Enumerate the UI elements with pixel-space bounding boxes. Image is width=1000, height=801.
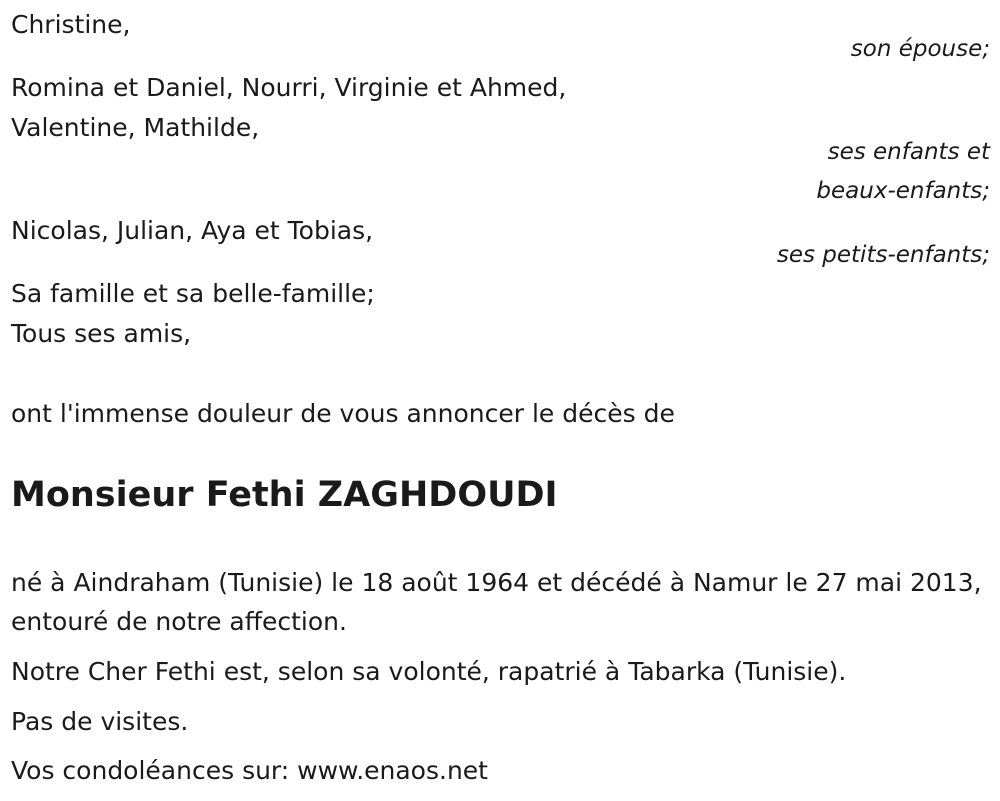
spouse-role: son épouse; — [850, 36, 990, 62]
visits-paragraph: Pas de visites. — [11, 707, 189, 736]
condolences-paragraph: Vos condoléances sur: www.enaos.net — [11, 756, 488, 785]
intro-line: ont l'immense douleur de vous annoncer le décès de — [11, 399, 675, 428]
friends-line: Tous ses amis, — [11, 319, 192, 348]
children-names-line2: Valentine, Mathilde, — [11, 113, 260, 142]
birth-death-paragraph: né à Aindraham (Tunisie) le 18 août 1964 et décédé à Namur le 27 mai 2013, entouré de notre affection. — [11, 568, 982, 636]
children-names-line1: Romina et Daniel, Nourri, Virginie et Ahmed, — [11, 73, 567, 102]
repatriation-paragraph: Notre Cher Fethi est, selon sa volonté, rapatrié à Tabarka (Tunisie). — [11, 657, 847, 686]
children-role-line1: ses enfants et — [827, 139, 990, 165]
children-role-line2: beaux-enfants; — [816, 178, 990, 204]
grandchildren-names: Nicolas, Julian, Aya et Tobias, — [11, 216, 374, 245]
family-line: Sa famille et sa belle-famille; — [11, 279, 375, 308]
spouse-name: Christine, — [11, 10, 131, 39]
grandchildren-role: ses petits-enfants; — [776, 242, 990, 268]
deceased-name: Monsieur Fethi ZAGHDOUDI — [11, 475, 558, 515]
